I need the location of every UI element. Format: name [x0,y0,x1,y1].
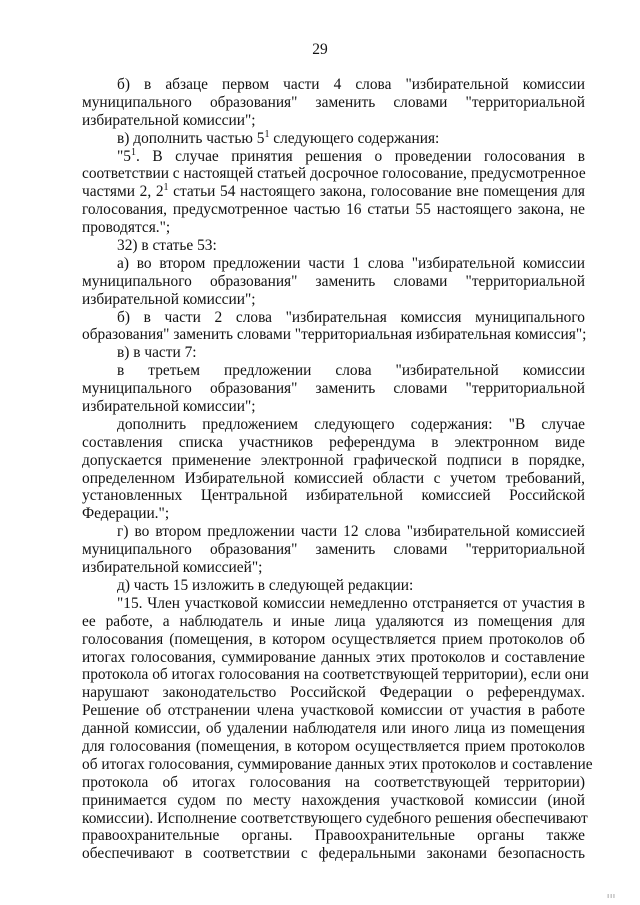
text-line-content: в третьем предложении слова "избирательной комиссии [117,362,585,380]
text-line-content: комиссии). Исполнение соответствующего судебного решения обеспечивают [82,809,588,827]
text-line [82,344,585,362]
text-line [82,255,585,273]
text-line-content: установленных Центральной избирательной комиссией Российской [82,487,585,505]
text-line-content: избирательной комиссии"; [82,111,256,129]
text-line-content: частями 2, 2 [82,183,164,201]
text-line-content: в) дополнить частью 5 [117,129,265,147]
text-line [82,487,585,505]
text-line [82,649,585,667]
text-line [82,613,585,631]
text-line-content: муниципального образования" заменить словами "территориальной [82,541,585,559]
text-line-content: допускается применение электронной графической подписи в порядке, [82,451,585,469]
text-line-content: для голосования (помещения, в котором осуществляется прием протоколов [82,737,585,755]
text-line [82,774,585,792]
text-line-content: данной комиссии, об удалении наблюдателя или иного лица из помещения [82,720,585,738]
text-line [82,470,585,488]
text-line-content: "5 [117,147,131,165]
text-line [82,523,585,541]
text-line [82,112,585,130]
text-line-content: избирательной комиссии"; [82,290,256,308]
text-line [82,165,585,183]
text-line [82,505,585,523]
text-line [82,559,585,577]
text-line-content: протокола об итогах голосования на соответствующей территории), если они [82,666,589,684]
text-line [82,130,585,148]
text-line-content: д) часть 15 изложить в следующей редакции: [117,576,414,594]
text-line [82,291,585,309]
text-line [82,809,588,828]
text-line [82,577,585,595]
text-line [82,845,585,863]
text-line-content: муниципального образования" заменить словами "территориальной [82,93,585,111]
text-line-continuation: . В случае принятия решения о проведении голосования в [135,147,585,165]
text-line-content: Решение об отстранении члена участковой комиссии от участия в работе [82,702,585,720]
text-line-content: муниципального образования" заменить словами "территориальной [82,272,585,290]
text-line-content: б) в абзаце первом части 4 слова "избирательной комиссии [117,76,585,93]
text-line-content: голосования (помещения, в котором осуществляется прием протоколов об [82,630,585,648]
text-line [82,684,585,702]
text-line-content: нарушают законодательство Российской Федерации о референдумах. [82,684,585,702]
text-line-content: об итогах голосования, суммирование данных этих протоколов и составление [82,755,593,773]
text-line [82,309,585,327]
text-line-content: проводятся."; [82,219,171,237]
text-line-content: составления списка участников референдума в электронном виде [82,433,585,451]
text-line-content: г) во втором предложении части 12 слова "избирательной комиссией [117,523,585,541]
text-line [82,434,585,452]
text-line-content: соответствии с настоящей статьей досрочное голосование, предусмотренное [82,165,586,183]
text-line [82,541,585,559]
text-line-content: обеспечивают в соответствии с федеральными законами безопасность [82,845,585,863]
text-line-content: "15. Член участковой комиссии немедленно отстраняется от участия в [117,594,585,612]
text-line-content: голосования, предусмотренное частью 16 статьи 55 настоящего закона, не [82,201,585,219]
text-line [82,595,585,613]
text-line [82,94,585,112]
text-line-content: определенном Избирательной комиссией области с учетом требований, [82,469,585,487]
text-line [82,755,593,774]
footer-mark: ııı [607,893,616,900]
text-line [82,738,585,756]
text-line-content: образования" заменить словами "территориальная избирательная комиссия"; [82,326,587,344]
superscript: 1 [264,128,270,140]
text-line-content: избирательной комиссии"; [82,398,256,416]
text-line-content: а) во втором предложении части 1 слова "избирательной комиссии [117,254,585,272]
text-line-continuation: следующего содержания: [269,129,440,147]
text-line [82,702,585,720]
text-line [82,219,585,237]
text-line-content: дополнить предложением следующего содержания: "В случае [117,415,585,433]
text-line [82,416,585,434]
text-line [82,398,585,416]
text-line [82,792,585,810]
document-body [82,76,593,863]
text-line-content: 32) в статье 53: [117,237,217,255]
page-number: 29 [312,41,328,58]
text-line-content: б) в части 2 слова "избирательная комиссия муниципального [117,308,585,326]
text-line-content: правоохранительные органы. Правоохранительные органы также [82,827,585,845]
text-line [82,237,585,255]
superscript: 1 [130,146,136,158]
text-line [82,183,585,201]
text-line-content: Федерации."; [82,505,170,523]
text-line [82,666,589,684]
text-line [82,827,585,845]
superscript: 1 [163,182,169,194]
text-line [82,326,585,344]
text-line [82,76,585,94]
text-line [82,148,585,166]
text-line-content: ее работе, а наблюдатель и иные лица удаляются из помещения для [82,612,585,630]
text-line-continuation: статьи 54 настоящего закона, голосование вне помещения для [168,183,585,201]
text-line [82,631,585,649]
text-line [82,452,585,470]
text-line-content: итогах голосования, суммирование данных этих протоколов и составление [82,648,585,666]
text-line-content: избирательной комиссией"; [82,559,263,577]
text-line-content: протокола об итогах голосования на соответствующей территории) [82,773,585,791]
text-line-content: муниципального образования" заменить словами "территориальной [82,380,585,398]
text-line [82,380,585,398]
text-line-content: в) в части 7: [117,344,197,362]
text-line-content: принимается судом по месту нахождения участковой комиссии (иной [82,791,585,809]
text-line [82,201,585,219]
text-line [82,362,585,380]
text-line [82,720,585,738]
text-line [82,273,585,291]
